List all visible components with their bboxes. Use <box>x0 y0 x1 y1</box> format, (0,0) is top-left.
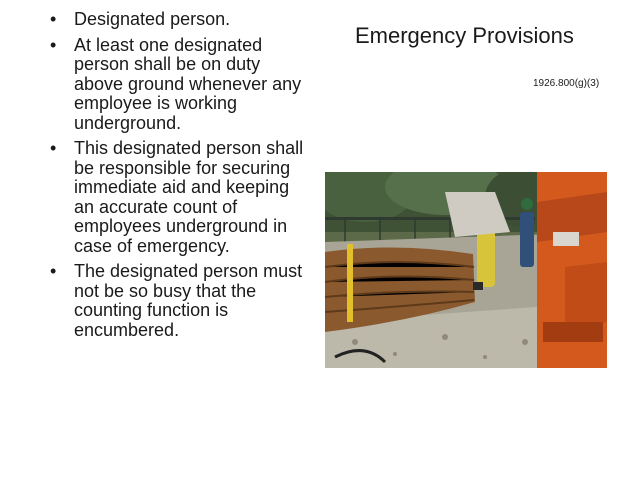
bullet-item <box>46 262 304 340</box>
bullet-dot: • <box>50 138 57 158</box>
bullet-item <box>46 36 304 134</box>
bullet-text: At least one designated person shall be on duty above ground whenever any employee is working underground. <box>74 34 302 133</box>
bullet-text: The designated person must not be so busy that the counting function is encumbered. <box>74 261 303 340</box>
bullet-text: Designated person. <box>74 9 231 29</box>
bullet-item <box>46 10 304 30</box>
bullet-dot: • <box>50 261 57 281</box>
bullet-dot: • <box>50 9 57 29</box>
construction-site-photo <box>325 172 607 368</box>
regulation-citation: 1926.800(g)(3) <box>533 78 600 89</box>
slide-title: Emergency Provisions <box>355 23 574 48</box>
bullet-list <box>46 10 304 346</box>
bullet-text: This designated person shall be responsible for securing immediate aid and keeping an accurate count of employees underground in case of emergency. <box>74 138 304 256</box>
bullet-item <box>46 139 304 256</box>
bullet-dot: • <box>50 34 57 55</box>
